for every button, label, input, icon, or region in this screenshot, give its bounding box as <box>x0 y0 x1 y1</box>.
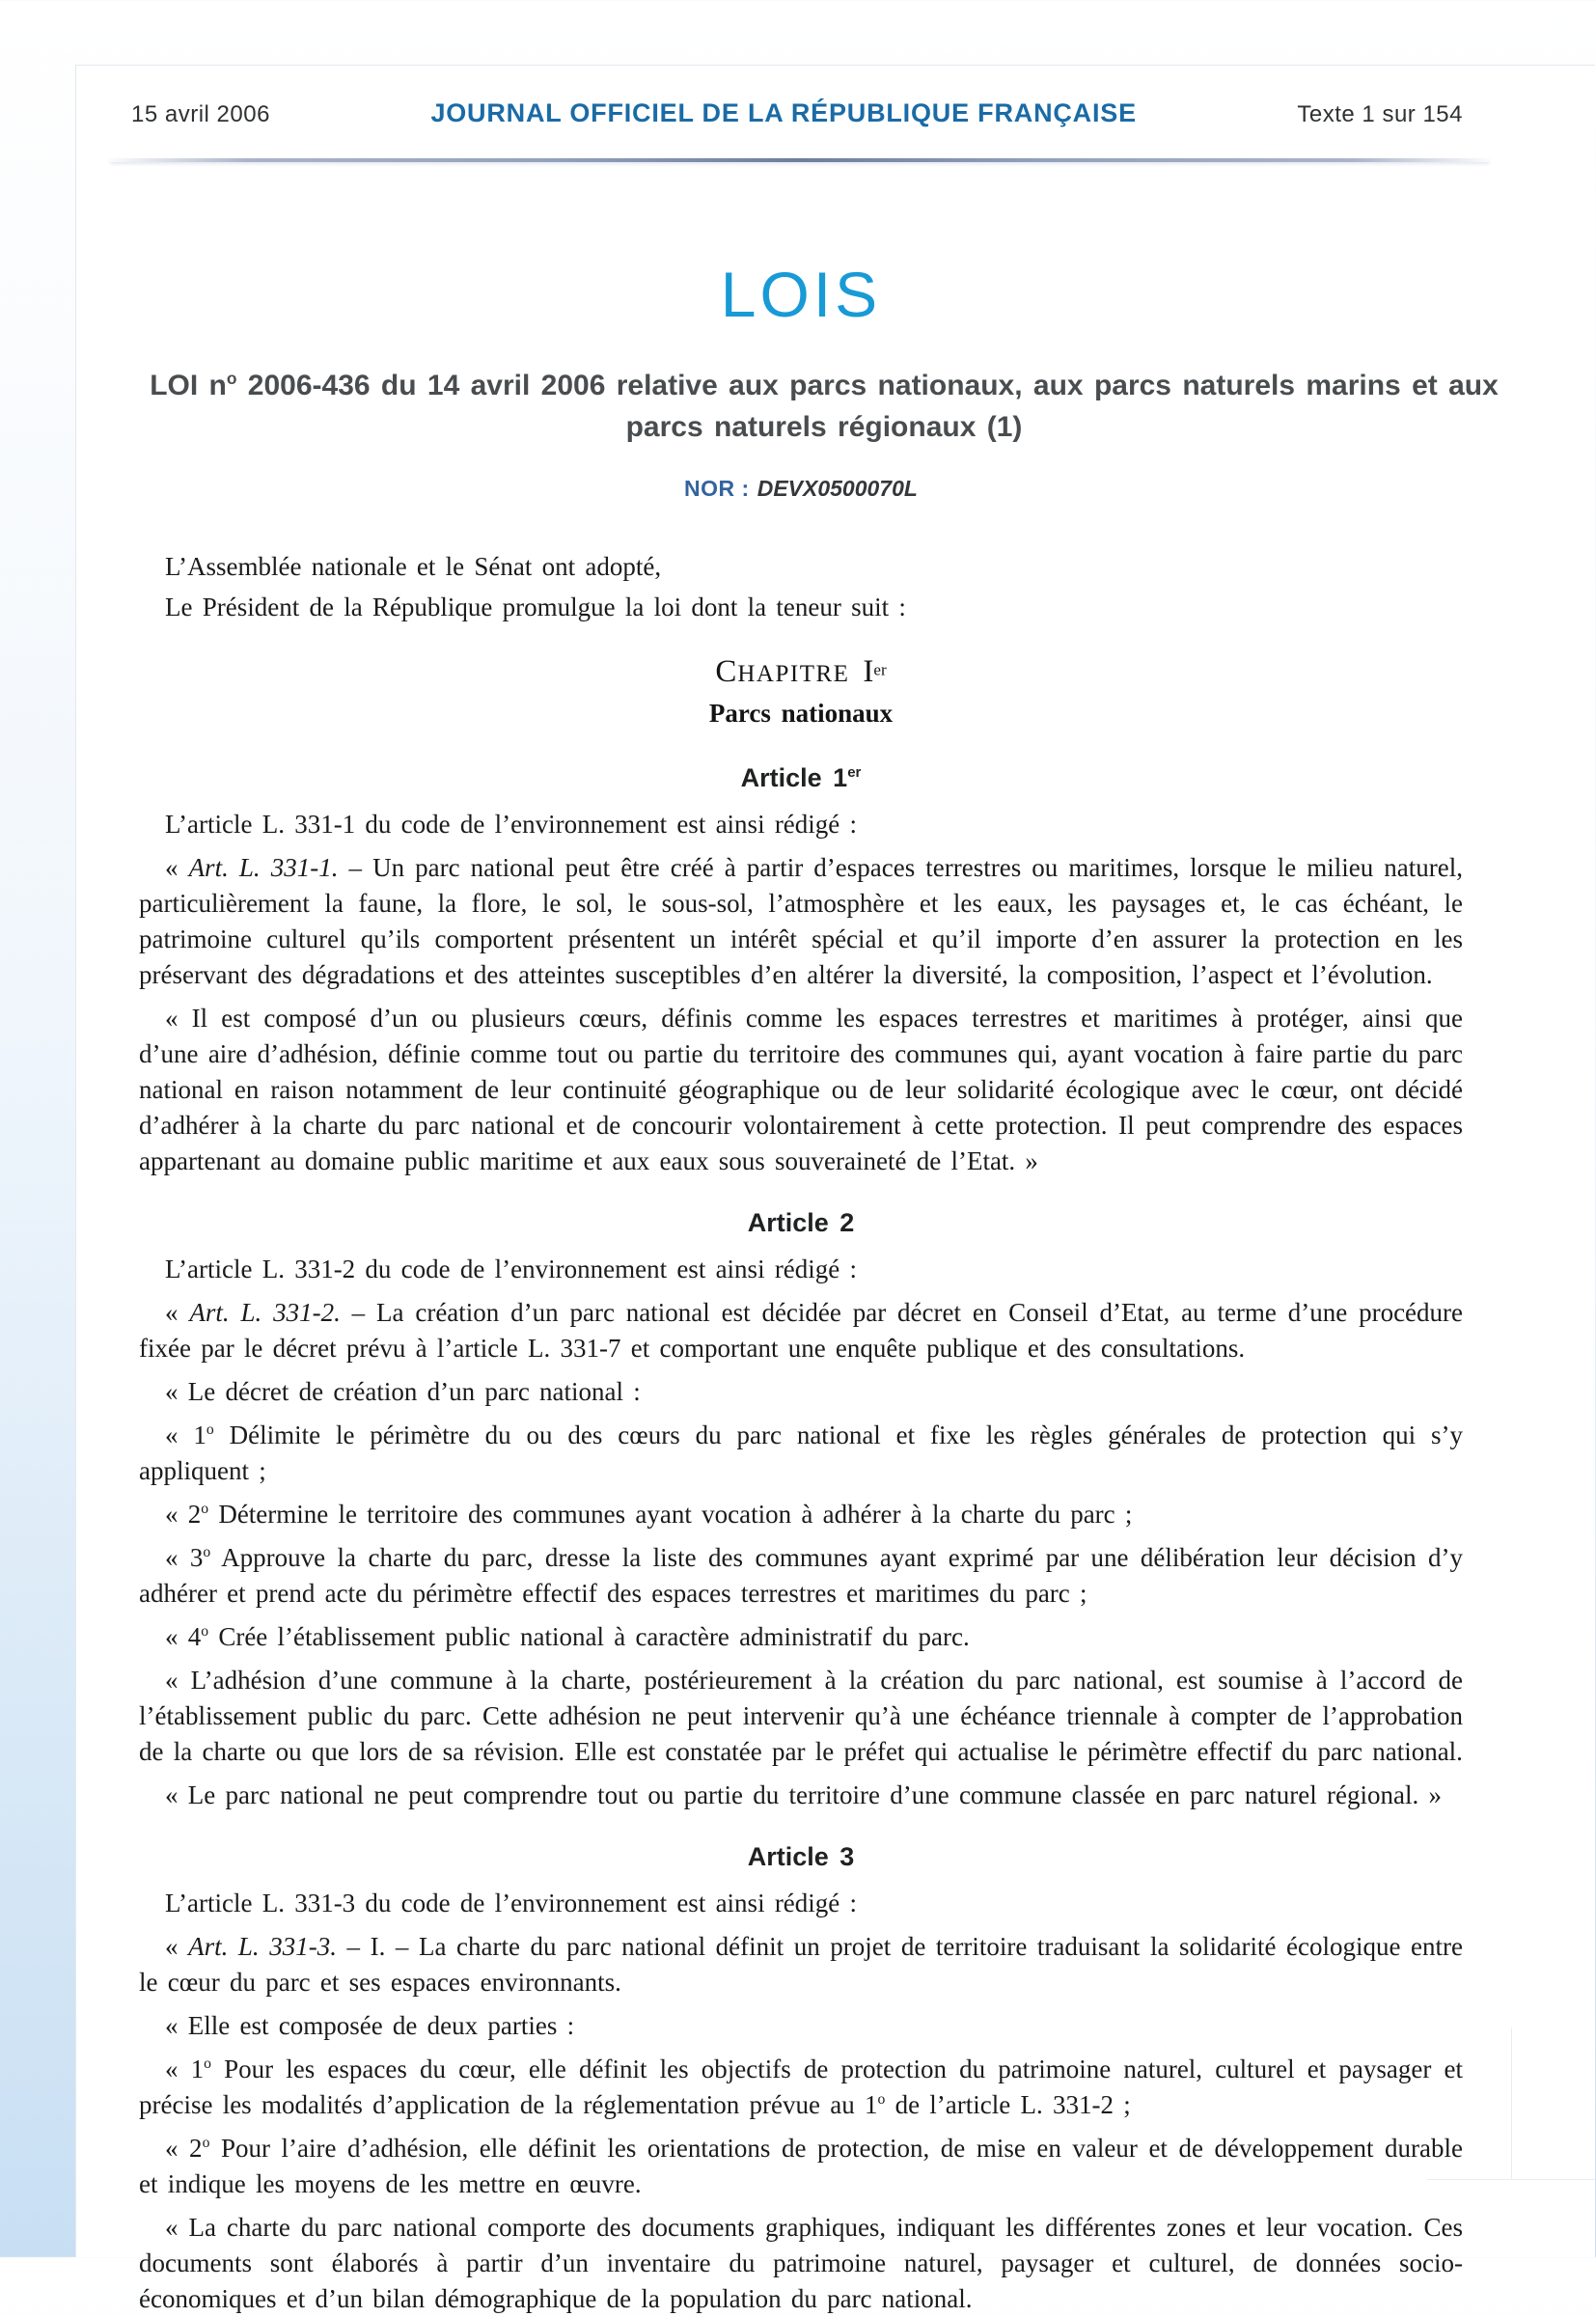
text-run: Détermine le territoire des communes ayant vocation à adhérer à la charte du parc ; <box>208 1500 1133 1529</box>
header-texte-counter: Texte 1 sur 154 <box>1297 101 1463 127</box>
ordinal-superscript: o <box>206 1421 214 1438</box>
page-header <box>131 98 1463 128</box>
header-date: 15 avril 2006 <box>131 101 270 127</box>
paragraph <box>139 1497 1463 1532</box>
scan-edge-vertical <box>1511 2027 1512 2179</box>
chapter-word: HAPITRE <box>737 661 850 687</box>
text-run: Crée l’établissement public national à caractère administratif du parc. <box>208 1622 970 1651</box>
ordinal-superscript: o <box>204 2055 211 2072</box>
header-journal-title: JOURNAL OFFICIEL DE LA RÉPUBLIQUE FRANÇAISE <box>430 98 1137 127</box>
nor-label: NOR : <box>684 476 750 501</box>
article-ordinal-suffix: er <box>847 764 862 781</box>
text-run: 2006-436 du 14 avril 2006 relative aux parcs nationaux, aux parcs naturels marins et aux parcs naturels régionaux (1) <box>236 370 1499 443</box>
text-run: L’article L. 331-3 du code de l’environnement est ainsi rédigé : <box>165 1889 858 1917</box>
section-title: LOIS <box>720 259 882 330</box>
paragraph <box>139 850 1463 993</box>
text-run: Délimite le périmètre du ou des cœurs du parc national et fixe les règles générales de protection qui s’y appliquent ; <box>139 1421 1464 1485</box>
text-run: « 4 <box>165 1622 202 1651</box>
chapter-ordinal-suffix: er <box>873 660 887 679</box>
ordinal-superscript: o <box>877 2091 886 2108</box>
ordinal-superscript: o <box>202 2135 210 2151</box>
text-run: « 1 <box>165 2055 205 2083</box>
text-run: Approuve la charte du parc, dresse la liste des communes ayant exprimé par une délibération leur décision d’y adhérer et prend acte du périmètre effectif des espaces terrestres et maritimes du parc ; <box>139 1543 1463 1608</box>
ordinal-superscript: o <box>201 1501 209 1517</box>
ordinal-superscript: o <box>226 369 237 388</box>
text-run: de l’article L. 331-2 ; <box>885 2090 1131 2119</box>
page-content <box>76 259 1595 2317</box>
nor-value: DEVX0500070L <box>757 476 918 501</box>
article-label: Article 3 <box>747 1842 855 1871</box>
italic-run: Art. L. 331-3. <box>188 1932 337 1961</box>
ordinal-superscript: o <box>203 1544 211 1560</box>
text-run: « 2 <box>165 2134 203 2163</box>
text-run: « Il est composé d’un ou plusieurs cœurs, définis comme les espaces terrestres et maritimes à protéger, ainsi que d’une aire d’adhésion, définie comme tout ou partie du territoire des communes qui, ayant vocation à faire partie du parc national en raison notamment de leur continuité géographique ou de leur solidarité écologique avec le cœur, ont décidé d’adhérer à la charte du parc national et de concourir volontairement à cette protection. Il peut comprendre des espaces appartenant au domaine public maritime et aux eaux sous souveraineté de l’Etat. » <box>139 1004 1463 1175</box>
paragraph <box>139 2131 1463 2202</box>
chapter-initial: C <box>715 654 738 689</box>
paragraph <box>139 2210 1463 2317</box>
paragraph <box>139 1374 1463 1410</box>
article-label: Article 1 <box>740 763 848 792</box>
text-run: « 2 <box>165 1500 202 1529</box>
text-run: « Elle est composée de deux parties : <box>165 2011 575 2040</box>
article-heading <box>139 1839 1463 1875</box>
text-run: – I. – La charte du parc national définit un projet de territoire traduisant la solidarité écologique entre le cœur du parc et ses espaces environnants. <box>139 1932 1464 1997</box>
header-divider-rule <box>110 158 1489 162</box>
italic-run: Art. L. 331-2. <box>189 1298 341 1327</box>
paragraph <box>139 1929 1463 2000</box>
paragraph <box>139 807 1463 842</box>
text-run: LOI n <box>150 370 227 401</box>
intro-paragraphs <box>139 546 1463 627</box>
paragraph <box>139 1886 1463 1921</box>
text-run: « La charte du parc national comporte des documents graphiques, indiquant les différentes zones et leur vocation. Ces documents sont élaborés à partir d’un inventaire du patrimoine naturel, paysager et culturel, de données socio-économiques et d’un bilan démographique de la population du parc national. <box>139 2213 1463 2313</box>
article-heading <box>139 1205 1463 1241</box>
paragraph <box>139 1295 1463 1366</box>
document-page <box>75 65 1595 2313</box>
text-run: « 3 <box>165 1543 204 1572</box>
chapter-heading <box>139 654 1463 690</box>
text-run: « 1 <box>165 1421 206 1449</box>
document-body <box>139 546 1463 2317</box>
intro-paragraph: L’Assemblée nationale et le Sénat ont adopté, <box>165 552 662 581</box>
paragraph <box>139 2052 1463 2123</box>
italic-run: Art. L. 331-1. <box>188 853 339 882</box>
text-run: « <box>165 853 189 882</box>
text-run: L’article L. 331-2 du code de l’environnement est ainsi rédigé : <box>165 1255 858 1283</box>
nor-line <box>139 476 1463 502</box>
article-label: Article 2 <box>747 1208 855 1237</box>
paragraph <box>139 1418 1463 1489</box>
text-run: « L’adhésion d’une commune à la charte, postérieurement à la création du parc national, est soumise à l’accord de l’établissement public du parc. Cette adhésion ne peut intervenir qu’à une échéance triennale à compter de l’approbation de la charte ou que lors de sa révision. Elle est constatée par le préfet qui actualise le périmètre effectif du parc national. <box>139 1666 1463 1766</box>
text-run: « Le parc national ne peut comprendre tout ou partie du territoire d’une commune classée en parc naturel régional. » <box>165 1780 1442 1809</box>
paragraph <box>139 1001 1463 1179</box>
scan-edge-horizontal <box>1427 2179 1595 2180</box>
paragraph <box>139 2008 1463 2044</box>
text-run: Pour les espaces du cœur, elle définit les objectifs de protection du patrimoine naturel, culturel et paysager et précise les modalités d’application de la réglementation prévue au 1 <box>139 2055 1463 2119</box>
text-run: L’article L. 331-1 du code de l’environnement est ainsi rédigé : <box>165 810 858 839</box>
paragraph <box>139 1778 1463 1813</box>
text-run: « <box>165 1298 190 1327</box>
law-title <box>139 365 1509 448</box>
article-heading <box>139 755 1463 796</box>
paragraph <box>139 1540 1463 1612</box>
ordinal-superscript: o <box>201 1623 209 1640</box>
text-run: – Un parc national peut être créé à partir d’espaces terrestres ou maritimes, lorsque le milieu naturel, particulièrement la faune, la flore, le sol, le sous-sol, l’atmosphère et les eaux, les paysages et, le cas échéant, le patrimoine culturel qu’ils comportent présentent un intérêt spécial et qu’il importe d’en assurer la protection en les préservant des dégradations et des atteintes susceptibles d’en altérer la diversité, la composition, l’aspect et l’évolution. <box>139 853 1463 989</box>
text-run: Pour l’aire d’adhésion, elle définit les orientations de protection, de mise en valeur et de développement durable et indique les moyens de les mettre en œuvre. <box>139 2134 1463 2198</box>
text-run: « <box>165 1932 189 1961</box>
intro-paragraph: Le Président de la République promulgue la loi dont la teneur suit : <box>165 593 906 621</box>
paragraph <box>139 1252 1463 1287</box>
article-blocks <box>139 755 1463 2317</box>
text-run: « Le décret de création d’un parc national : <box>165 1377 641 1406</box>
chapter-numeral: I <box>863 654 874 689</box>
paragraph <box>139 1619 1463 1655</box>
chapter-subtitle: Parcs nationaux <box>708 699 894 728</box>
text-run: – La création d’un parc national est décidée par décret en Conseil d’Etat, au terme d’une procédure fixée par le décret prévu à l’article L. 331-7 et comportant une enquête publique et des consultations. <box>139 1298 1464 1363</box>
paragraph <box>139 1663 1463 1770</box>
